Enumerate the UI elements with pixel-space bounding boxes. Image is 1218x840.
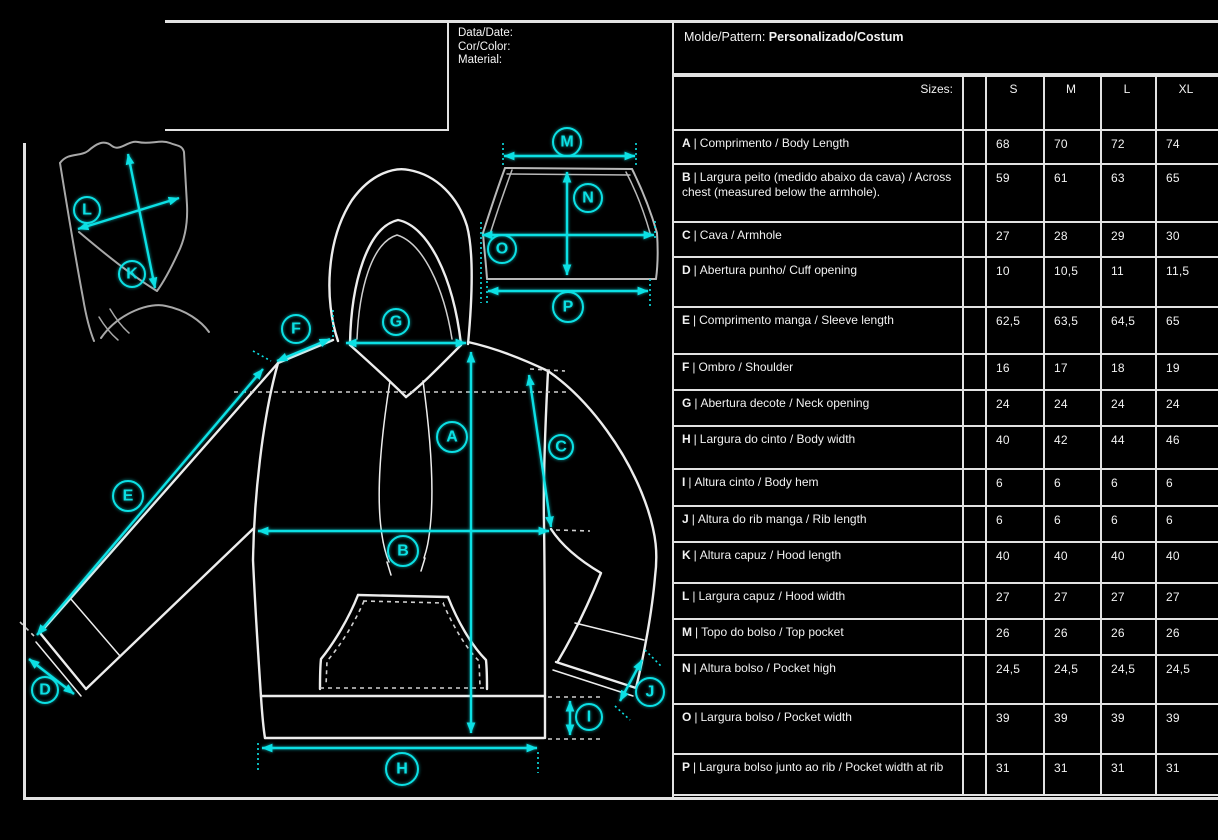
measure-letter-j: J (645, 683, 655, 701)
measure-arrow-c (529, 375, 573, 527)
measure-letter-a: A (446, 428, 458, 446)
value-cell-s: 40 (986, 426, 1044, 469)
measure-letter: H (682, 432, 691, 446)
measure-label: Altura do rib manga / Rib length (697, 512, 867, 526)
value-cell-xl: 6 (1156, 506, 1218, 542)
table-row (673, 307, 1218, 354)
measure-label-cell (673, 655, 963, 704)
measure-label-cell (673, 222, 963, 257)
table-row (673, 583, 1218, 619)
measure-separator: | (693, 548, 697, 562)
sizes-header-row (673, 76, 1218, 130)
value-cell-l: 24 (1101, 390, 1156, 426)
measure-label-cell (673, 390, 963, 426)
date-field-label: Data/Date: (458, 27, 513, 39)
value-cell-m: 42 (1044, 426, 1101, 469)
value-cell-xl: 19 (1156, 354, 1218, 390)
measure-letter: E (682, 313, 691, 327)
measure-separator: | (693, 136, 697, 150)
value-cell-xl: 39 (1156, 704, 1218, 754)
table-row (673, 542, 1218, 583)
pattern-row (674, 21, 1218, 75)
value-cell-m: 27 (1044, 583, 1101, 619)
measure-letter-e: E (122, 487, 134, 505)
value-cell-m: 24,5 (1044, 655, 1101, 704)
spacer-cell (963, 619, 986, 655)
value-cell-l: 72 (1101, 130, 1156, 164)
value-cell-s: 24 (986, 390, 1044, 426)
measure-label-cell (673, 257, 963, 307)
measure-label-cell (673, 619, 963, 655)
table-row (673, 506, 1218, 542)
value-cell-m: 63,5 (1044, 307, 1101, 354)
value-cell-s: 40 (986, 542, 1044, 583)
table-row (673, 354, 1218, 390)
value-cell-m: 6 (1044, 469, 1101, 506)
value-cell-m: 28 (1044, 222, 1101, 257)
hood-detail-sketch (60, 142, 209, 341)
value-cell-m: 24 (1044, 390, 1101, 426)
table-row (673, 426, 1218, 469)
measure-letter: N (682, 661, 691, 675)
measure-letter: K (682, 548, 691, 562)
value-cell-l: 24,5 (1101, 655, 1156, 704)
measure-arrow-f (277, 315, 330, 361)
value-cell-xl: 31 (1156, 754, 1218, 795)
size-column-l: L (1101, 76, 1156, 130)
measure-separator: | (688, 475, 692, 489)
measure-arrow-l (74, 197, 179, 229)
measure-arrow-a (437, 352, 471, 733)
measure-letter: P (682, 760, 691, 774)
table-row (673, 390, 1218, 426)
measure-label-cell (673, 130, 963, 164)
measure-letter-l: L (82, 201, 92, 219)
value-cell-s: 6 (986, 506, 1044, 542)
value-cell-s: 59 (986, 164, 1044, 222)
value-cell-l: 40 (1101, 542, 1156, 583)
measure-label-cell (673, 469, 963, 506)
value-cell-xl: 46 (1156, 426, 1218, 469)
measure-letter-i: I (586, 708, 592, 726)
value-cell-m: 26 (1044, 619, 1101, 655)
measure-label-cell (673, 354, 963, 390)
measure-separator: | (695, 625, 699, 639)
spacer-cell (963, 76, 986, 130)
measure-letter: A (682, 136, 691, 150)
measure-letter: D (682, 263, 691, 277)
table-row (673, 619, 1218, 655)
measure-letter: C (682, 228, 691, 242)
measure-label: Comprimento manga / Sleeve length (699, 313, 894, 327)
value-cell-m: 17 (1044, 354, 1101, 390)
value-cell-xl: 24 (1156, 390, 1218, 426)
measure-letter: L (682, 589, 690, 603)
kangaroo-pocket (358, 595, 448, 597)
value-cell-xl: 27 (1156, 583, 1218, 619)
measure-separator: | (693, 432, 697, 446)
measure-label: Cava / Armhole (699, 228, 782, 242)
table-row (673, 655, 1218, 704)
value-cell-xl: 26 (1156, 619, 1218, 655)
spacer-cell (963, 307, 986, 354)
spacer-cell (963, 754, 986, 795)
measure-letter-n: N (582, 189, 594, 207)
spacer-cell (963, 655, 986, 704)
measure-label: Altura capuz / Hood length (699, 548, 842, 562)
value-cell-s: 27 (986, 222, 1044, 257)
measure-separator: | (693, 228, 697, 242)
spacer-cell (963, 130, 986, 164)
measure-label: Largura do cinto / Body width (699, 432, 856, 446)
size-column-xl: XL (1156, 76, 1218, 130)
measure-separator: | (694, 710, 698, 724)
measure-letter: B (682, 170, 691, 184)
value-cell-m: 70 (1044, 130, 1101, 164)
value-cell-xl: 40 (1156, 542, 1218, 583)
spacer-cell (963, 506, 986, 542)
measure-arrow-m (504, 128, 635, 156)
pattern-label: Molde/Pattern: (684, 30, 766, 44)
measure-separator: | (691, 512, 695, 526)
measure-label: Abertura decote / Neck opening (700, 396, 870, 410)
measure-label: Largura bolso / Pocket width (700, 710, 852, 724)
measure-label: Abertura punho/ Cuff opening (699, 263, 858, 277)
spacer-cell (963, 222, 986, 257)
measure-label: Ombro / Shoulder (698, 360, 794, 374)
measure-letter-d: D (39, 681, 51, 699)
value-cell-l: 29 (1101, 222, 1156, 257)
measure-label: Largura capuz / Hood width (698, 589, 846, 603)
value-cell-l: 11 (1101, 257, 1156, 307)
size-column-s: S (986, 76, 1044, 130)
measure-letter-b: B (397, 542, 409, 560)
value-cell-xl: 30 (1156, 222, 1218, 257)
value-cell-l: 44 (1101, 426, 1156, 469)
measure-label: Altura bolso / Pocket high (699, 661, 836, 675)
spacer-cell (963, 164, 986, 222)
table-row (673, 222, 1218, 257)
table-row (673, 257, 1218, 307)
table-row (673, 130, 1218, 164)
measure-label-cell (673, 704, 963, 754)
measure-label: Largura peito (medido abaixo da cava) / Across chest (measured below the armhole). (682, 170, 952, 199)
measure-letter-o: O (495, 240, 509, 258)
measure-arrow-n (567, 172, 602, 275)
measurement-rows (673, 130, 1218, 795)
material-field-label: Material: (458, 54, 503, 66)
measure-arrow-h (262, 748, 537, 785)
value-cell-xl: 24,5 (1156, 655, 1218, 704)
value-cell-m: 10,5 (1044, 257, 1101, 307)
measure-letter: F (682, 360, 690, 374)
spacer-cell (963, 257, 986, 307)
color-field-label: Cor/Color: (458, 40, 511, 53)
value-cell-xl: 65 (1156, 307, 1218, 354)
value-cell-m: 39 (1044, 704, 1101, 754)
measure-arrow-e (37, 369, 263, 635)
measure-separator: | (693, 170, 697, 184)
table-row (673, 704, 1218, 754)
value-cell-s: 62,5 (986, 307, 1044, 354)
measure-separator: | (693, 661, 697, 675)
measure-label: Largura bolso junto ao rib / Pocket width at rib (699, 760, 944, 774)
measure-label-cell (673, 164, 963, 222)
value-cell-l: 18 (1101, 354, 1156, 390)
measure-letter: O (682, 710, 692, 724)
measure-separator: | (694, 396, 698, 410)
measure-letter: G (682, 396, 692, 410)
measure-letter-g: G (389, 313, 403, 331)
drawstring-right (421, 381, 432, 571)
spacer-cell (963, 704, 986, 754)
pattern-value: Personalizado/Costum (768, 30, 904, 44)
value-cell-s: 26 (986, 619, 1044, 655)
measure-label-cell (673, 583, 963, 619)
spacer-cell (963, 354, 986, 390)
measure-label-cell (673, 754, 963, 795)
measure-separator: | (693, 313, 697, 327)
value-cell-l: 6 (1101, 469, 1156, 506)
value-cell-s: 16 (986, 354, 1044, 390)
table-row (673, 164, 1218, 222)
measure-label-cell (673, 542, 963, 583)
measure-separator: | (693, 263, 697, 277)
measure-separator: | (692, 360, 696, 374)
value-cell-l: 64,5 (1101, 307, 1156, 354)
value-cell-s: 24,5 (986, 655, 1044, 704)
value-cell-s: 31 (986, 754, 1044, 795)
measure-letter-m: M (560, 133, 574, 151)
value-cell-l: 63 (1101, 164, 1156, 222)
pocket-detail-sketch (481, 143, 658, 308)
measure-label: Topo do bolso / Top pocket (701, 625, 844, 639)
value-cell-m: 40 (1044, 542, 1101, 583)
value-cell-xl: 11,5 (1156, 257, 1218, 307)
value-cell-l: 26 (1101, 619, 1156, 655)
spacer-cell (963, 469, 986, 506)
value-cell-xl: 6 (1156, 469, 1218, 506)
value-cell-l: 27 (1101, 583, 1156, 619)
measure-letter: J (682, 512, 689, 526)
value-cell-s: 39 (986, 704, 1044, 754)
value-cell-m: 6 (1044, 506, 1101, 542)
measure-arrow-g (346, 309, 466, 343)
spacer-cell (963, 542, 986, 583)
value-cell-l: 6 (1101, 506, 1156, 542)
measure-letter-c: C (555, 438, 567, 456)
value-cell-s: 27 (986, 583, 1044, 619)
value-cell-l: 31 (1101, 754, 1156, 795)
value-cell-xl: 74 (1156, 130, 1218, 164)
value-cell-s: 68 (986, 130, 1044, 164)
size-column-m: M (1044, 76, 1101, 130)
measure-label-cell (673, 426, 963, 469)
measure-separator: | (692, 589, 696, 603)
value-cell-s: 10 (986, 257, 1044, 307)
table-row (673, 469, 1218, 506)
value-cell-s: 6 (986, 469, 1044, 506)
measure-arrow-p (488, 291, 648, 322)
measure-letter: I (682, 475, 686, 489)
measure-letter-h: H (396, 760, 408, 778)
measure-arrow-b (258, 531, 549, 566)
measure-label-cell (673, 307, 963, 354)
table-row (673, 754, 1218, 795)
measure-label: Altura cinto / Body hem (694, 475, 819, 489)
measure-letter-f: F (291, 320, 301, 338)
sizes-label: Sizes: (673, 76, 963, 130)
measure-label: Comprimento / Body Length (699, 136, 850, 150)
measure-letter-p: P (562, 298, 574, 316)
value-cell-m: 61 (1044, 164, 1101, 222)
value-cell-xl: 65 (1156, 164, 1218, 222)
measure-separator: | (693, 760, 697, 774)
measurement-table (672, 75, 1218, 796)
spacer-cell (963, 583, 986, 619)
value-cell-m: 31 (1044, 754, 1101, 795)
spacer-cell (963, 390, 986, 426)
value-cell-l: 39 (1101, 704, 1156, 754)
measure-letter: M (682, 625, 692, 639)
measure-letter-k: K (126, 265, 138, 283)
measure-arrow-i (570, 701, 602, 735)
measure-label-cell (673, 506, 963, 542)
spacer-cell (963, 426, 986, 469)
